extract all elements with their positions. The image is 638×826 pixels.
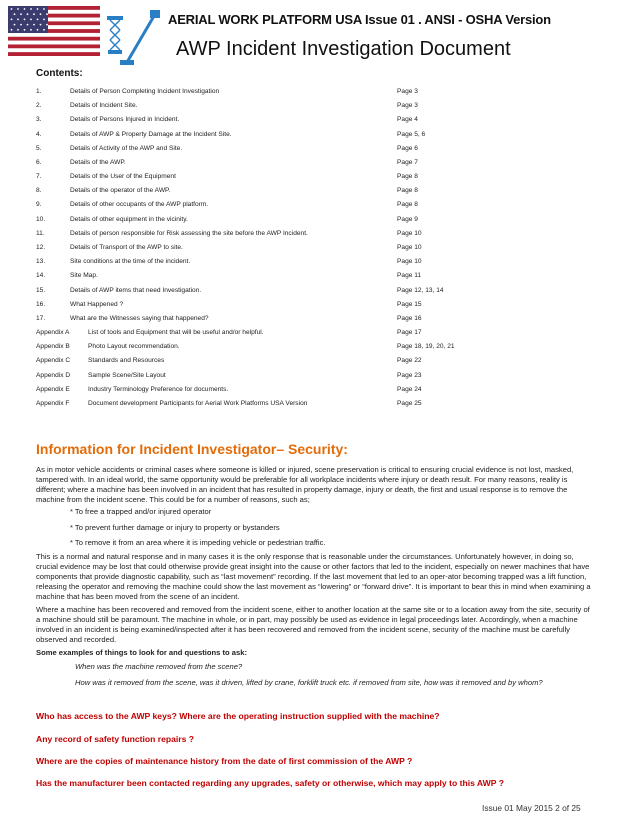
toc-entry-page: Page 3 (397, 88, 418, 95)
toc-entry (36, 216, 596, 228)
toc-entry (36, 131, 596, 143)
contents-heading: Contents: (36, 68, 83, 79)
toc-entry-number: 4. (36, 130, 42, 138)
toc-entry-page: Page 3 (397, 102, 418, 110)
toc-entry-title: Details of Persons Injured in Incident. (70, 116, 180, 124)
toc-entry-title: List of tools and Equipment that will be useful and/or helpful. (88, 329, 264, 337)
toc-entry-title: Photo Layout recommendation. (88, 343, 180, 351)
toc-entry-number: 5. (36, 144, 42, 152)
toc-entry-page: Page 16 (397, 314, 422, 322)
header-title: AERIAL WORK PLATFORM USA Issue 01 . ANSI - OSHA Version (168, 12, 551, 27)
toc-entry (36, 372, 596, 384)
toc-entry-page: Page 8 (397, 187, 418, 195)
security-paragraph-1: As in motor vehicle accidents or criminal cases where someone is killed or injured, scene preservation is critical to ensuring crucial evidence is not lost, masked, tampered with. In an ideal world, the same opportunity would be preferable for all workplace incidents where injury or death result. For many reasons, reality is different; where a machine has been involved in an incident that has resulted in property damage, injury or death, the first and usual response is to remove the machine from the incident scene. This could be for a number of reasons, such as; (36, 465, 574, 504)
toc-entry-title: Details of the operator of the AWP. (70, 187, 171, 195)
toc-entry-title: Sample Scene/Site Layout (88, 371, 166, 379)
toc-entry-page: Page 5, 6 (397, 130, 426, 138)
toc-entry (36, 159, 596, 171)
bullet-item: * To remove it from an area where it is impeding vehicle or pedestrian traffic. (70, 538, 326, 547)
toc-entry-page: Page 10 (397, 244, 422, 251)
toc-entry-title: Details of the AWP. (70, 158, 126, 166)
toc-entry (36, 145, 596, 157)
security-paragraph-2: This is a normal and natural response and in many cases it is the only response that is reasonable under the circumstances. Unfortunately however, in doing so, crucial evidence may be lost that could otherwise provide great insight into the cause or other factors that led to the incident, especially on newer machines that have components that provide diagnostic capability, such as “last movement” recording. If the last movement that led to an oper-ator becoming trapped was a lift function, releasing the operator and removing the machine could show the last movement as “lowering” or “forward drive”. It is important to bear this in mind when examining a machine that has been moved from the scene of an incident. (36, 552, 591, 601)
toc-entry-title: Site conditions at the time of the incident. (70, 258, 191, 266)
toc-entry (36, 244, 596, 256)
bullet-item: * To prevent further damage or injury to property or bystanders (70, 523, 280, 532)
toc-entry-page: Page 17 (397, 329, 422, 337)
page-footer: Issue 01 May 2015 2 of 25 (482, 803, 581, 813)
toc-entry-page: Page 25 (397, 400, 422, 407)
toc-entry-title: Details of Person Completing Incident Investigation (70, 88, 220, 95)
toc-entry-number: 8. (36, 187, 42, 195)
toc-entry-number: 14. (36, 272, 46, 280)
toc-entry-title: Details of AWP items that need Investigation. (70, 286, 202, 294)
toc-entry-page: Page 24 (397, 385, 422, 393)
toc-entry-title: Details of Transport of the AWP to site. (70, 244, 183, 251)
toc-entry (36, 230, 596, 242)
toc-entry-title: What Happened ? (70, 300, 124, 308)
toc-entry (36, 301, 596, 313)
toc-entry (36, 400, 596, 412)
toc-entry-page: Page 8 (397, 173, 418, 181)
toc-entry-number: 9. (36, 201, 42, 209)
red-question: Who has access to the AWP keys? Where are the operating instruction supplied with the machine? (36, 711, 440, 721)
toc-entry-title: Details of person responsible for Risk assessing the site before the AWP Incident. (70, 229, 308, 237)
toc-entry-number: Appendix B (36, 343, 70, 351)
toc-entry (36, 88, 596, 100)
toc-entry-title: Industry Terminology Preference for documents. (88, 385, 229, 393)
toc-entry-number: 15. (36, 286, 46, 294)
toc-entry-number: 1. (36, 88, 42, 95)
toc-entry (36, 201, 596, 213)
toc-entry (36, 102, 596, 114)
red-question: Any record of safety function repairs ? (36, 734, 195, 744)
toc-entry-page: Page 11 (397, 272, 422, 280)
toc-entry-page: Page 10 (397, 258, 422, 266)
toc-entry-page: Page 4 (397, 116, 418, 124)
toc-entry-title: Details of other occupants of the AWP platform. (70, 201, 209, 209)
toc-entry-title: Document development Participants for Aerial Work Platforms USA Version (88, 400, 308, 407)
toc-entry (36, 315, 596, 327)
toc-entry (36, 173, 596, 185)
toc-entry-title: Details of the User of the Equipment (70, 173, 176, 181)
toc-entry (36, 287, 596, 299)
toc-entry (36, 357, 596, 369)
toc-entry-page: Page 10 (397, 229, 422, 237)
toc-entry-page: Page 23 (397, 371, 422, 379)
toc-entry-number: Appendix A (36, 329, 70, 337)
examples-heading: Some examples of things to look for and questions to ask: (36, 648, 247, 657)
question-item: When was the machine removed from the scene? (75, 662, 243, 671)
toc-entry-number: 12. (36, 244, 46, 251)
toc-entry (36, 258, 596, 270)
toc-entry-number: 17. (36, 314, 46, 322)
toc-entry-number: Appendix E (36, 385, 70, 393)
toc-entry-page: Page 7 (397, 158, 418, 166)
document-title: AWP Incident Investigation Document (176, 38, 511, 60)
toc-entry (36, 116, 596, 128)
toc-entry-number: 13. (36, 258, 46, 266)
toc-entry-page: Page 15 (397, 300, 422, 308)
toc-entry-number: Appendix D (36, 371, 71, 379)
toc-entry-page: Page 8 (397, 201, 418, 209)
question-item: How was it removed from the scene, was it driven, lifted by crane, forklift truck etc. if removed from site, how was it removed and by whom? (75, 678, 543, 687)
us-flag-logo (8, 6, 100, 56)
toc-entry-number: 3. (36, 116, 42, 124)
toc-entry-number: Appendix C (36, 357, 71, 365)
boom-lift-icon (120, 6, 170, 66)
toc-entry-title: Details of AWP & Property Damage at the Incident Site. (70, 130, 232, 138)
toc-entry-title: Standards and Resources (88, 357, 165, 365)
toc-entry-title: Details of other equipment in the vicinity. (70, 215, 188, 223)
toc-entry (36, 329, 596, 341)
toc-entry-number: 11. (36, 229, 45, 237)
security-section-heading: Information for Incident Investigator– Security: (36, 441, 348, 457)
toc-entry (36, 343, 596, 355)
toc-entry-number: 6. (36, 158, 42, 166)
toc-entry-number: 2. (36, 102, 42, 110)
bullet-item: * To free a trapped and/or injured operator (70, 507, 212, 516)
toc-entry-page: Page 18, 19, 20, 21 (397, 343, 455, 351)
toc-entry (36, 187, 596, 199)
red-question: Has the manufacturer been contacted regarding any upgrades, safety or otherwise, which may apply to this AWP ? (36, 778, 504, 788)
toc-entry-page: Page 6 (397, 144, 418, 152)
toc-entry-page: Page 9 (397, 215, 418, 223)
security-paragraph-3: Where a machine has been recovered and removed from the incident scene, either to another location at the same site or to a location away from the site, security of a machine should still be paramount. The machine in whole, or in part, may possibly be used as evidence in legal proceedings later. Accordingly, when a machine involved in an incident is being examined/inspected after it has been recovered and removed from the incident scene, security of the machine must be carefully observed and recorded. (36, 605, 590, 644)
toc-entry-title: Details of Incident Site. (70, 102, 138, 110)
toc-entry (36, 272, 596, 284)
toc-entry-page: Page 12, 13, 14 (397, 286, 444, 294)
toc-entry-number: Appendix F (36, 400, 70, 407)
toc-entry-title: Details of Activity of the AWP and Site. (70, 144, 183, 152)
toc-entry-page: Page 22 (397, 357, 422, 365)
red-question: Where are the copies of maintenance history from the date of first commission of the AWP ? (36, 756, 413, 766)
toc-entry-number: 16. (36, 300, 46, 308)
toc-entry-number: 7. (36, 173, 42, 181)
toc-entry-title: What are the Witnesses saying that happened? (70, 314, 209, 322)
toc-entry-title: Site Map. (70, 272, 98, 280)
toc-entry-number: 10. (36, 215, 46, 223)
toc-entry (36, 386, 596, 398)
